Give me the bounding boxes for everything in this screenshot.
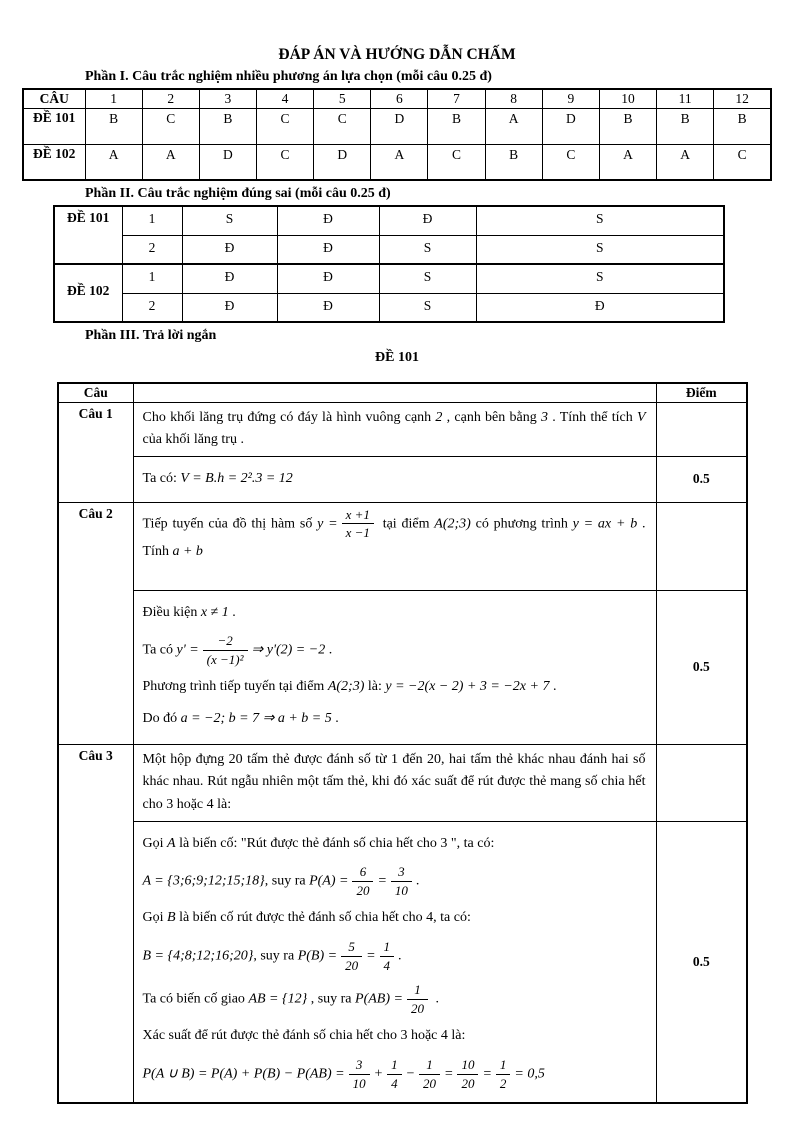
- answer-cell: A: [599, 144, 656, 180]
- fraction-denominator: 2: [499, 1075, 507, 1091]
- part3-heading: Phần III. Trả lời ngắn: [85, 328, 217, 343]
- part1-question-number: 5: [314, 89, 371, 108]
- part2-answer-row: [54, 264, 724, 293]
- exam-code-label: ĐỀ 101: [23, 108, 85, 144]
- exam-code-label: ĐỀ 102: [54, 264, 122, 322]
- question-row: [58, 744, 747, 821]
- true-false-answer-cell: Đ: [182, 264, 277, 293]
- plain-text: Phương trình tiếp tuyến tại điểm: [142, 679, 328, 695]
- math-expression: A(2;3): [434, 515, 471, 531]
- part1-question-number: 3: [199, 89, 256, 108]
- true-false-answer-cell: Đ: [182, 293, 277, 322]
- solution-line: [143, 1057, 646, 1091]
- fraction-denominator: 20: [410, 1000, 424, 1016]
- fraction-denominator: (x −1)²: [206, 651, 244, 667]
- question-label: Câu 3: [58, 744, 133, 1103]
- plain-text: có phương trình: [470, 515, 573, 531]
- answer-cell: C: [314, 108, 371, 144]
- score-cell: 0.5: [656, 821, 747, 1103]
- plain-text: .: [325, 642, 333, 658]
- question-cell: [133, 402, 656, 456]
- fraction: [341, 939, 362, 973]
- exam-code-label: ĐỀ 102: [23, 144, 85, 180]
- math-expression: P(AB) =: [355, 991, 403, 1007]
- fraction-numerator: 6: [352, 864, 373, 882]
- part1-multiple-choice-table: [22, 88, 772, 181]
- answer-cell: B: [714, 108, 771, 144]
- math-expression: B: [167, 910, 176, 926]
- fraction: [407, 982, 428, 1016]
- question-line: [143, 749, 646, 817]
- fraction-numerator: 1: [407, 982, 428, 1000]
- fraction: [380, 939, 395, 973]
- fraction-numerator: x +1: [342, 507, 374, 525]
- true-false-answer-cell: S: [379, 264, 476, 293]
- fraction-numerator: −2: [203, 633, 248, 651]
- part2-answer-row: [54, 206, 724, 235]
- part3-header-row: [58, 383, 747, 402]
- true-false-answer-cell: Đ: [476, 293, 724, 322]
- math-expression: 3: [540, 409, 548, 425]
- math-expression: a + b: [172, 543, 203, 559]
- plain-text: , cạnh bên bằng: [442, 409, 541, 425]
- fraction-denominator: 4: [383, 957, 391, 973]
- fraction-numerator: 5: [341, 939, 362, 957]
- part1-answer-row: [23, 144, 771, 180]
- math-expression: x ≠ 1: [200, 604, 229, 620]
- solution-cell: [133, 821, 656, 1103]
- math-expression: −: [405, 1066, 416, 1082]
- solution-row: [58, 821, 747, 1103]
- part1-question-number: 6: [371, 89, 428, 108]
- plain-text: . Tính: [142, 515, 646, 559]
- true-false-answer-cell: Đ: [277, 206, 379, 235]
- answer-cell: A: [657, 144, 714, 180]
- plain-text: Một hộp đựng 20 tấm thẻ được đánh số từ 1 đến 20, hai tấm thẻ khác nhau đánh hai số khác nhau. Rút ngẫu nhiên một tấm thẻ, khi đó xác suất để rút được thẻ mang số chia hết cho 3 hoặc 4 là:: [142, 751, 646, 812]
- math-expression: P(A) =: [309, 873, 349, 889]
- solution-line: [143, 676, 646, 699]
- answer-cell: A: [485, 108, 542, 144]
- answer-cell: B: [199, 108, 256, 144]
- solution-line: [143, 468, 646, 491]
- score-cell-empty: [656, 402, 747, 456]
- math-expression: AB = {12}: [248, 991, 308, 1007]
- statement-index: 1: [122, 264, 182, 293]
- math-expression: =: [482, 1066, 492, 1082]
- answer-cell: B: [85, 108, 142, 144]
- math-expression: P(A ∪ B) = P(A) + P(B) − P(AB) =: [142, 1066, 345, 1082]
- solution-row: [58, 590, 747, 744]
- math-expression: +: [373, 1066, 384, 1082]
- math-expression: =: [444, 1066, 454, 1082]
- math-expression: V = B.h = 2².3 = 12: [180, 470, 293, 486]
- score-cell-empty: [656, 744, 747, 821]
- math-expression: =: [377, 873, 387, 889]
- math-expression: B = {4;8;12;16;20}: [142, 948, 254, 964]
- fraction-denominator: 20: [461, 1075, 475, 1091]
- part3-short-answer-table: [57, 382, 748, 1104]
- fraction-numerator: 1: [380, 939, 395, 957]
- question-cell: [133, 502, 656, 590]
- part1-question-number: 1: [85, 89, 142, 108]
- math-expression: A: [167, 835, 176, 851]
- solution-line: [143, 939, 646, 973]
- fraction: [419, 1057, 440, 1091]
- math-expression: P(B) =: [297, 948, 338, 964]
- fraction-denominator: 4: [391, 1075, 398, 1091]
- question-row: [58, 402, 747, 456]
- answer-cell: D: [371, 108, 428, 144]
- plain-text: Điều kiện: [142, 604, 201, 620]
- page-title: ĐÁP ÁN VÀ HƯỚNG DẪN CHẤM: [278, 46, 516, 63]
- part2-answer-row: [54, 235, 724, 264]
- true-false-answer-cell: S: [476, 264, 724, 293]
- part1-question-number: 10: [599, 89, 656, 108]
- math-expression: =: [366, 948, 376, 964]
- true-false-answer-cell: Đ: [277, 293, 379, 322]
- plain-text: , suy ra: [307, 991, 356, 1007]
- plain-text: .: [549, 679, 557, 695]
- answer-cell: B: [428, 108, 485, 144]
- part1-question-number: 12: [714, 89, 771, 108]
- part2-heading: Phần II. Câu trắc nghiệm đúng sai (mỗi câu 0.25 đ): [85, 186, 391, 201]
- part1-answer-row: [23, 108, 771, 144]
- answer-cell: C: [714, 144, 771, 180]
- solution-line: [143, 633, 646, 667]
- plain-text: là biến cố rút được thẻ đánh số chia hết cho 4, ta có:: [175, 910, 471, 926]
- plain-text: .: [331, 711, 339, 727]
- fraction: [391, 864, 412, 898]
- score-cell: 0.5: [656, 456, 747, 502]
- fraction-denominator: 10: [352, 1075, 366, 1091]
- math-expression: A = {3;6;9;12;15;18}: [142, 873, 265, 889]
- question-line: [143, 507, 646, 564]
- answer-cell: C: [428, 144, 485, 180]
- fraction-numerator: 3: [349, 1057, 370, 1075]
- plain-text: của khối lăng trụ .: [142, 432, 244, 448]
- answer-cell: D: [199, 144, 256, 180]
- plain-text: Cho khối lăng trụ đứng có đáy là hình vuông cạnh: [142, 409, 436, 425]
- plain-text: Do đó: [142, 711, 181, 727]
- answer-cell: C: [542, 144, 599, 180]
- question-row: [58, 502, 747, 590]
- fraction-denominator: 20: [423, 1075, 437, 1091]
- score-cell-empty: [656, 502, 747, 590]
- answer-cell: B: [599, 108, 656, 144]
- part2-true-false-table: [53, 205, 725, 323]
- fraction: [496, 1057, 511, 1091]
- solution-line: [143, 708, 646, 731]
- true-false-answer-cell: Đ: [277, 235, 379, 264]
- true-false-answer-cell: S: [379, 293, 476, 322]
- answer-cell: A: [142, 144, 199, 180]
- fraction: [457, 1057, 478, 1091]
- question-line: [143, 407, 646, 452]
- true-false-answer-cell: S: [182, 206, 277, 235]
- statement-index: 2: [122, 293, 182, 322]
- plain-text: .: [398, 948, 402, 964]
- plain-text: . Tính thể tích: [547, 409, 637, 425]
- plain-text: .: [431, 991, 439, 1007]
- fraction-numerator: 1: [387, 1057, 402, 1075]
- plain-text: Gọi: [142, 835, 167, 851]
- question-label: Câu 1: [58, 402, 133, 502]
- plain-text: là biến cố: "Rút được thẻ đánh số chia hết cho 3 ", ta có:: [175, 835, 495, 851]
- fraction: [352, 864, 373, 898]
- part1-heading: Phần I. Câu trắc nghiệm nhiều phương án lựa chọn (mỗi câu 0.25 đ): [85, 69, 492, 84]
- plain-text: tại điểm: [377, 515, 435, 531]
- part1-question-number: 9: [542, 89, 599, 108]
- part1-corner-header: CÂU: [23, 89, 85, 108]
- statement-index: 1: [122, 206, 182, 235]
- math-expression: V: [636, 409, 646, 425]
- col-header-diem: Điểm: [656, 383, 747, 402]
- solution-cell: [133, 456, 656, 502]
- true-false-answer-cell: Đ: [182, 235, 277, 264]
- col-header-cau: Câu: [58, 383, 133, 402]
- fraction-denominator: x −1: [345, 525, 370, 541]
- answer-cell: D: [314, 144, 371, 180]
- plain-text: Tiếp tuyến của đồ thị hàm số: [142, 515, 318, 531]
- math-expression: A(2;3): [327, 679, 365, 695]
- solution-line: [143, 907, 646, 930]
- part1-question-number: 4: [256, 89, 313, 108]
- exam-code-title: ĐỀ 101: [375, 350, 419, 365]
- part2-answer-row: [54, 293, 724, 322]
- solution-line: [143, 1025, 646, 1048]
- true-false-answer-cell: S: [476, 235, 724, 264]
- plain-text: , suy ra: [264, 873, 310, 889]
- part1-question-number: 7: [428, 89, 485, 108]
- math-expression: a = −2; b = 7 ⇒ a + b = 5: [180, 711, 332, 727]
- answer-cell: A: [371, 144, 428, 180]
- answer-cell: C: [256, 108, 313, 144]
- solution-line: [143, 982, 646, 1016]
- plain-text: Xác suất để rút được thẻ đánh số chia hết cho 3 hoặc 4 là:: [142, 1028, 466, 1044]
- fraction-numerator: 1: [496, 1057, 511, 1075]
- answer-cell: D: [542, 108, 599, 144]
- solution-line: [143, 864, 646, 898]
- fraction: [203, 633, 248, 667]
- math-expression: = 0,5: [514, 1066, 545, 1082]
- answer-cell: B: [485, 144, 542, 180]
- question-label: Câu 2: [58, 502, 133, 744]
- fraction-denominator: 10: [394, 882, 408, 898]
- question-cell: [133, 744, 656, 821]
- math-expression: y' =: [176, 642, 199, 658]
- solution-cell: [133, 590, 656, 744]
- math-expression: y =: [317, 515, 338, 531]
- col-header-content: [133, 383, 656, 402]
- plain-text: .: [228, 604, 236, 620]
- answer-cell: A: [85, 144, 142, 180]
- plain-text: Ta có biến cố giao: [142, 991, 249, 1007]
- fraction-denominator: 20: [356, 882, 370, 898]
- plain-text: Gọi: [142, 910, 167, 926]
- part1-question-number: 11: [657, 89, 714, 108]
- fraction: [387, 1057, 402, 1091]
- answer-cell: C: [256, 144, 313, 180]
- true-false-answer-cell: Đ: [277, 264, 379, 293]
- true-false-answer-cell: S: [379, 235, 476, 264]
- fraction-numerator: 3: [391, 864, 412, 882]
- plain-text: là:: [364, 679, 386, 695]
- plain-text: Ta có: [142, 642, 177, 658]
- solution-line: [143, 602, 646, 625]
- fraction: [342, 507, 374, 541]
- math-expression: ⇒ y'(2) = −2: [251, 642, 326, 658]
- plain-text: .: [415, 873, 420, 889]
- plain-text: , suy ra: [253, 948, 298, 964]
- score-cell: 0.5: [656, 590, 747, 744]
- answer-cell: B: [657, 108, 714, 144]
- true-false-answer-cell: Đ: [379, 206, 476, 235]
- statement-index: 2: [122, 235, 182, 264]
- math-expression: 2: [435, 409, 443, 425]
- answer-cell: C: [142, 108, 199, 144]
- plain-text: Ta có:: [142, 470, 181, 486]
- part1-header-row: [23, 89, 771, 108]
- part1-question-number: 2: [142, 89, 199, 108]
- solution-row: [58, 456, 747, 502]
- fraction: [349, 1057, 370, 1091]
- solution-line: [143, 833, 646, 856]
- true-false-answer-cell: S: [476, 206, 724, 235]
- fraction-numerator: 10: [457, 1057, 478, 1075]
- part1-question-number: 8: [485, 89, 542, 108]
- math-expression: y = ax + b: [572, 515, 638, 531]
- fraction-denominator: 20: [345, 957, 359, 973]
- math-expression: y = −2(x − 2) + 3 = −2x + 7: [385, 679, 550, 695]
- fraction-numerator: 1: [419, 1057, 440, 1075]
- exam-code-label: ĐỀ 101: [54, 206, 122, 264]
